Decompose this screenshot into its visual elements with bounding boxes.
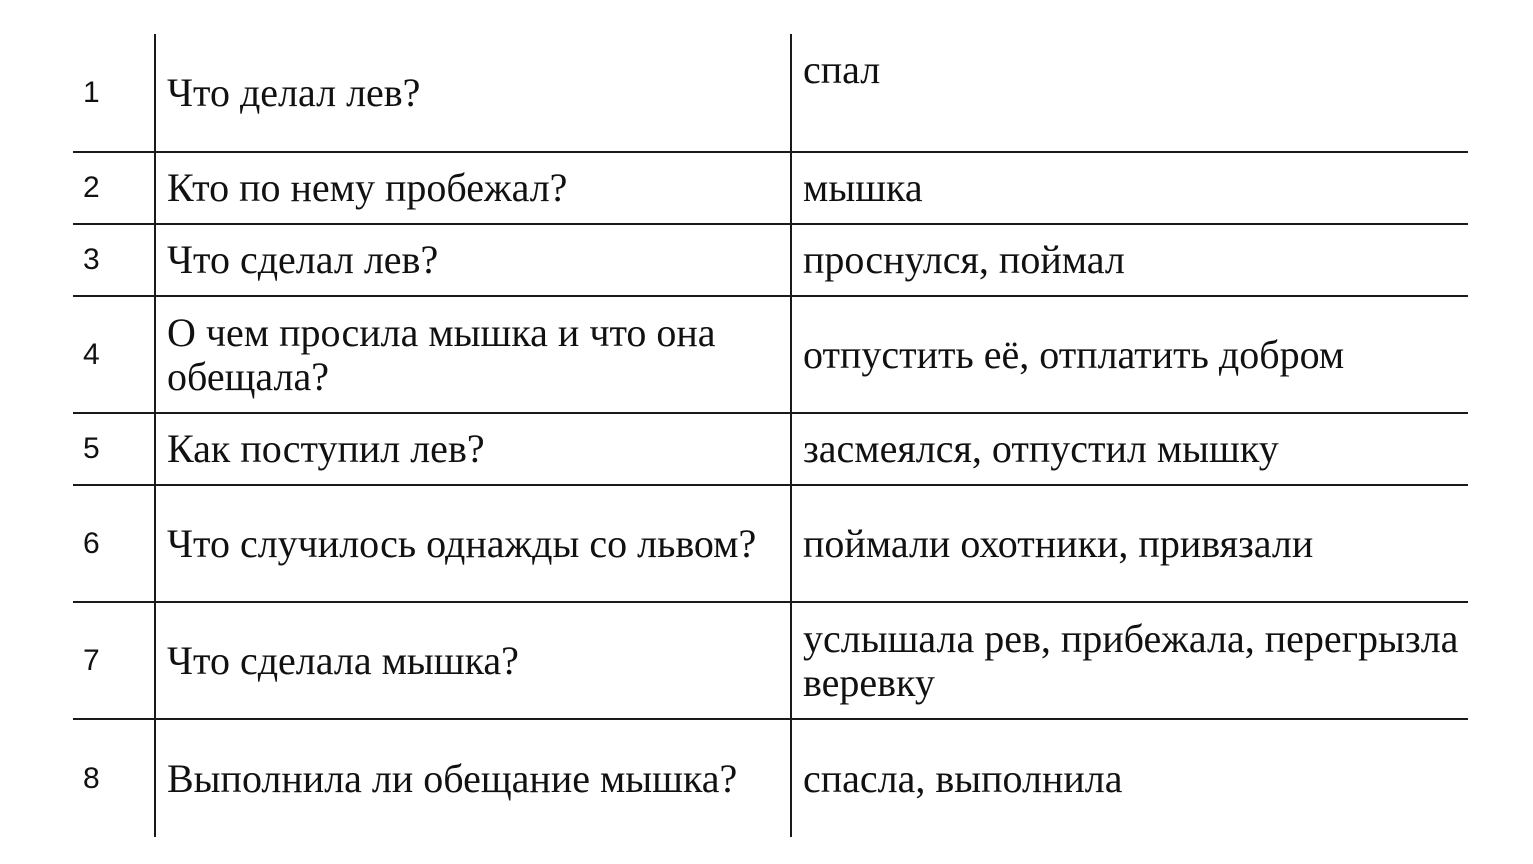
table-row [73, 224, 1468, 296]
answer-cell: проснулся, поймал [791, 224, 1468, 296]
row-number: 2 [73, 152, 155, 224]
row-number: 1 [73, 34, 155, 152]
question-cell: Что сделала мышка? [155, 602, 791, 719]
table-row [73, 152, 1468, 224]
table-row [73, 34, 1468, 152]
answer-cell: спасла, выполнила [791, 719, 1468, 837]
answer-cell: поймали охотники, привязали [791, 485, 1468, 602]
question-cell: Выполнила ли обещание мышка? [155, 719, 791, 837]
question-cell: Что сделал лев? [155, 224, 791, 296]
answer-cell: мышка [791, 152, 1468, 224]
question-cell: О чем просила мышка и что она обещала? [155, 296, 791, 413]
table-row [73, 602, 1468, 719]
table-row [73, 485, 1468, 602]
answer-cell: отпустить её, отплатить добром [791, 296, 1468, 413]
table-row [73, 719, 1468, 837]
question-cell: Что делал лев? [155, 34, 791, 152]
row-number: 8 [73, 719, 155, 837]
table-row [73, 413, 1468, 485]
row-number: 5 [73, 413, 155, 485]
answer-cell: услышала рев, прибежала, перегрызла веревку [791, 602, 1468, 719]
table-row [73, 296, 1468, 413]
question-cell: Как поступил лев? [155, 413, 791, 485]
answer-cell: спал [803, 47, 881, 92]
answer-cell: засмеялся, отпустил мышку [791, 413, 1468, 485]
row-number: 7 [73, 602, 155, 719]
row-number: 3 [73, 224, 155, 296]
row-number: 4 [73, 296, 155, 413]
question-cell: Что случилось однажды со львом? [155, 485, 791, 602]
qa-table [73, 34, 1468, 837]
row-number: 6 [73, 485, 155, 602]
question-cell: Кто по нему пробежал? [155, 152, 791, 224]
